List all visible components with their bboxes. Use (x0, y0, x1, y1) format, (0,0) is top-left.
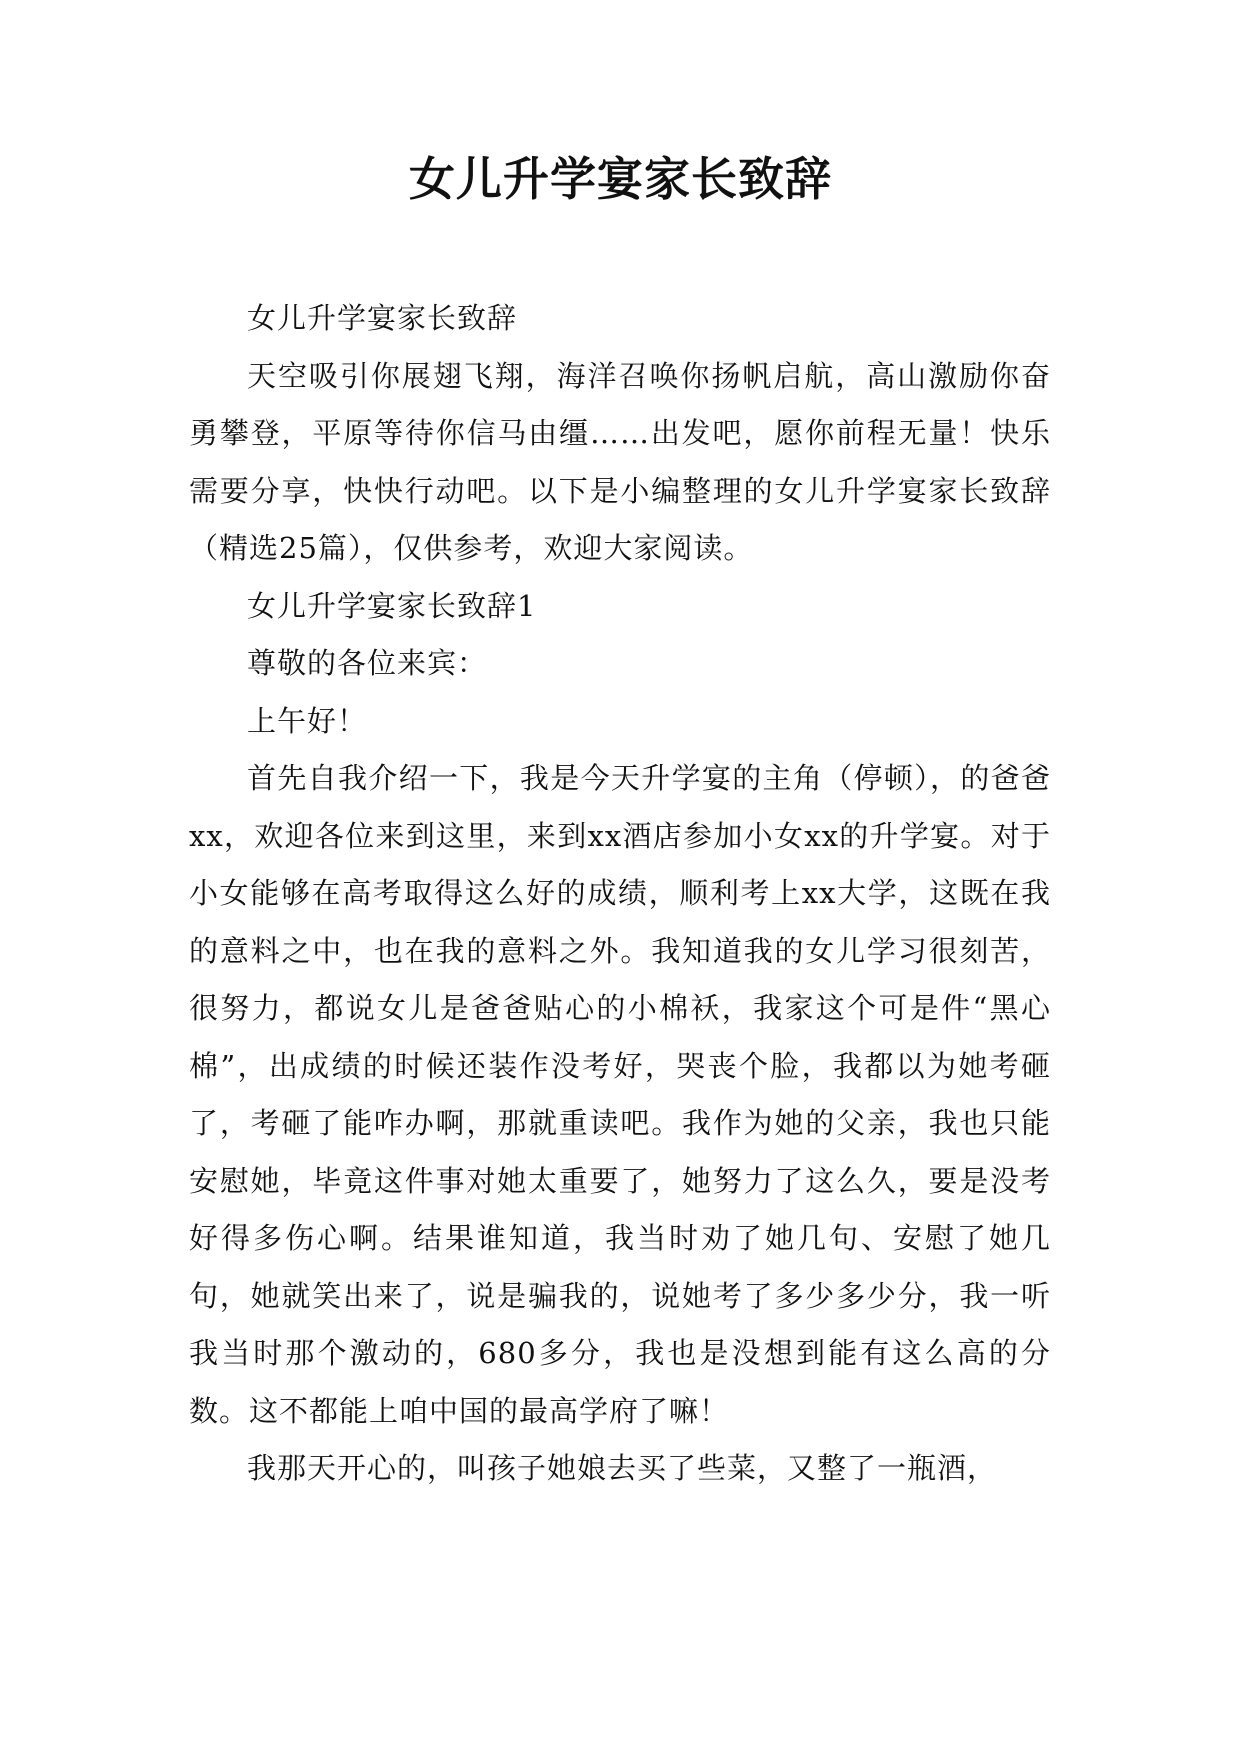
paragraph-greeting: 上午好！ (247, 703, 368, 738)
paragraph-subtitle: 女儿升学宴家长致辞 (247, 301, 518, 335)
paragraph-section-heading: 女儿升学宴家长致辞1 (247, 588, 537, 623)
paragraph-intro: 天空吸引你展翅飞翔，海洋召唤你扬帆启航，高山激励你奋勇攀登，平原等待你信马由缰……出发吧，愿你前程无量！快乐需要分享，快快行动吧。以下是小编整理的女儿升学宴家长致辞（精选25篇），仅供参考，欢迎大家阅读。 (189, 358, 1051, 565)
paragraph-salutation: 尊敬的各位来宾： (247, 646, 488, 680)
paragraph-speech-body: 首先自我介绍一下，我是今天升学宴的主角（停顿），的爸爸xx，欢迎各位来到这里，来到xx酒店参加小女xx的升学宴。对于小女能够在高考取得这么好的成绩，顺利考上xx大学，这既在我的意料之中，也在我的意料之外。我知道我的女儿学习很刻苦，很努力，都说女儿是爸爸贴心的小棉袄，我家这个可是件“黑心棉”，出成绩的时候还装作没考好，哭丧个脸，我都以为她考砸了，考砸了能咋办啊，那就重读吧。我作为她的父亲，我也只能安慰她，毕竟这件事对她太重要了，她努力了这么久，要是没考好得多伤心啊。结果谁知道，我当时劝了她几句、安慰了她几句，她就笑出来了，说是骗我的，说她考了多少多少分，我一听我当时那个激动的，680多分，我也是没想到能有这么高的分数。这不都能上咱中国的最高学府了嘛！ (189, 761, 1051, 1428)
document-body (189, 290, 1051, 1498)
document-title: 女儿升学宴家长致辞 (409, 152, 832, 206)
paragraph-speech-continued: 我那天开心的，叫孩子她娘去买了些菜，又整了一瓶酒， (247, 1451, 998, 1485)
